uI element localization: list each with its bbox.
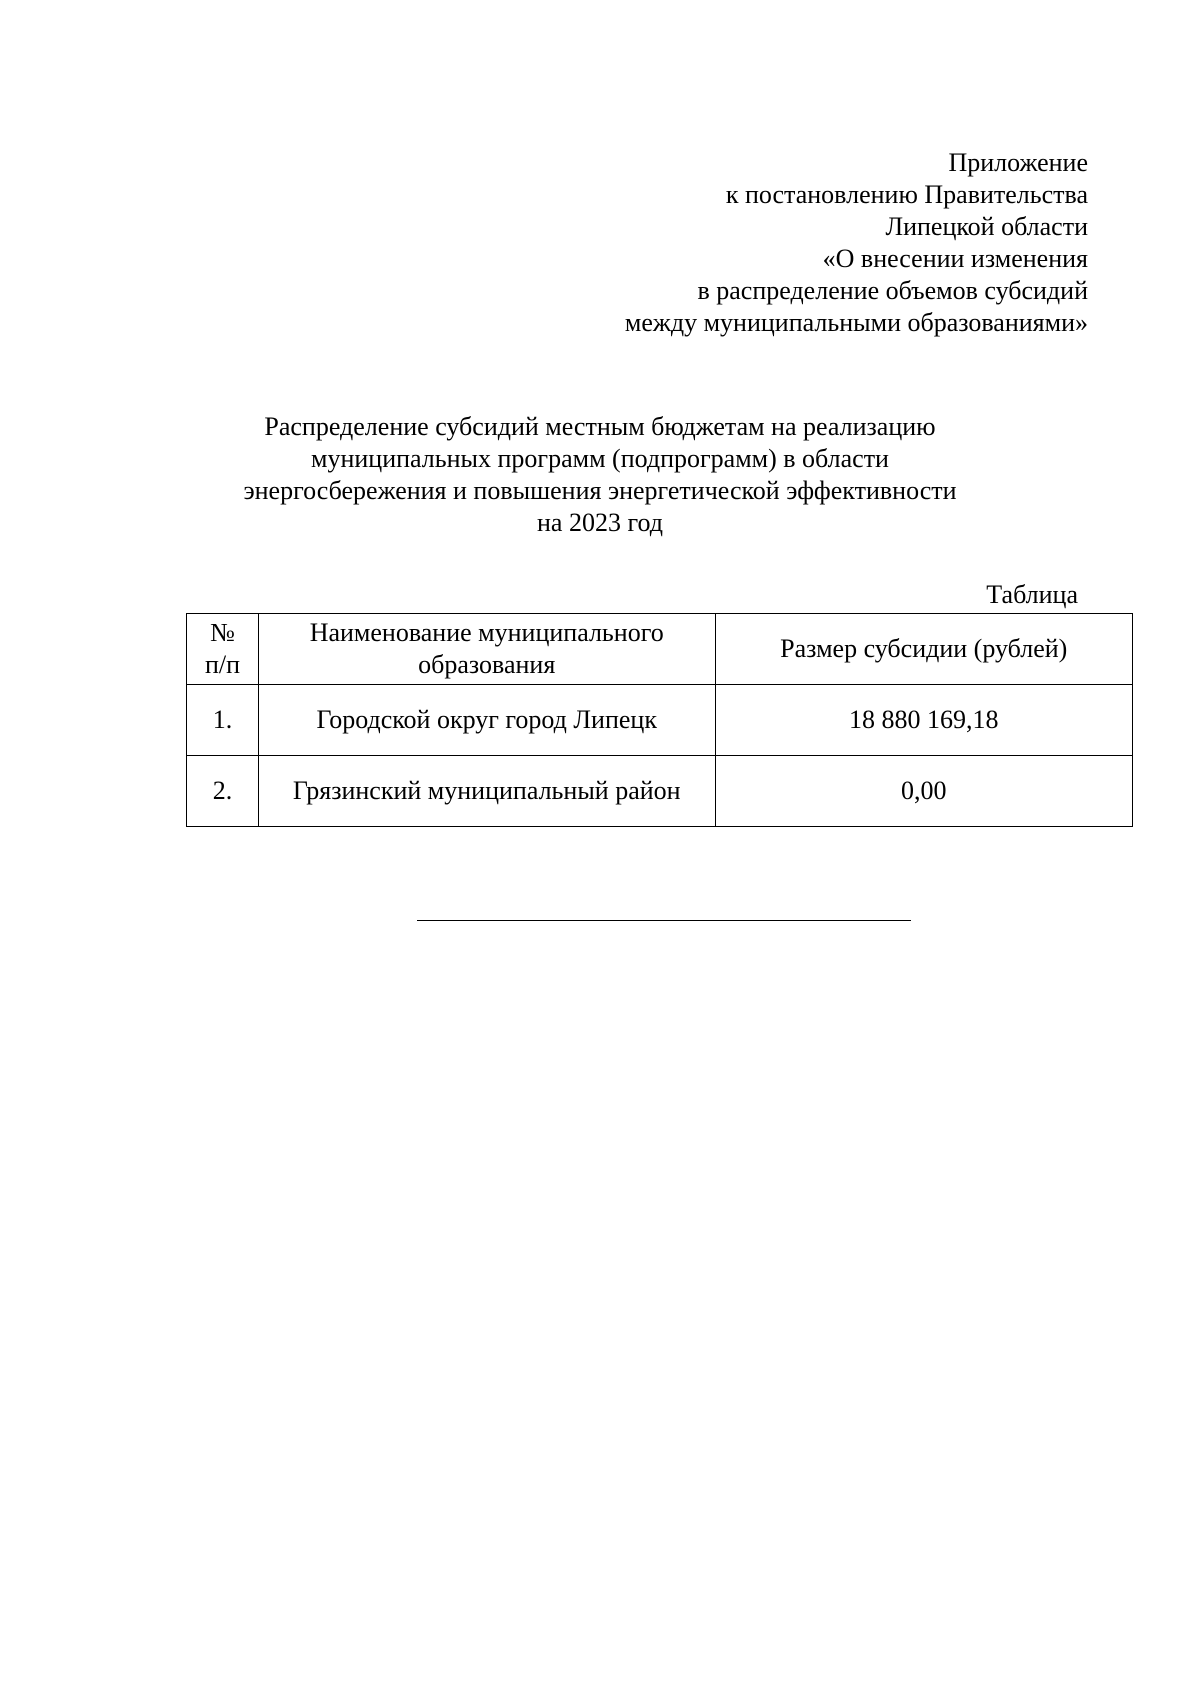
header-subsidy-amount: Размер субсидии (рублей) bbox=[715, 614, 1133, 685]
table-caption: Таблица bbox=[986, 580, 1078, 609]
document-title bbox=[195, 411, 1005, 539]
closing-divider-line bbox=[417, 920, 911, 921]
header-number-line2: п/п bbox=[204, 650, 240, 679]
appendix-block bbox=[625, 147, 1088, 339]
row-number: 2. bbox=[187, 756, 259, 827]
table-header-row bbox=[187, 614, 1133, 685]
header-name-line1: Наименование муниципального bbox=[309, 618, 664, 647]
row-subsidy-amount: 18 880 169,18 bbox=[715, 685, 1133, 756]
appendix-line: между муниципальными образованиями» bbox=[624, 308, 1088, 337]
header-name-line2: образования bbox=[418, 650, 556, 679]
appendix-line: в распределение объемов субсидий bbox=[697, 276, 1088, 305]
appendix-line: Приложение bbox=[948, 148, 1088, 177]
table-row bbox=[187, 756, 1133, 827]
appendix-line: Липецкой области bbox=[885, 212, 1088, 241]
title-line: муниципальных программ (подпрограмм) в области bbox=[311, 444, 889, 473]
table-row bbox=[187, 685, 1133, 756]
title-line: на 2023 год bbox=[537, 508, 663, 537]
header-number-line1: № bbox=[210, 618, 235, 647]
row-subsidy-amount: 0,00 bbox=[715, 756, 1133, 827]
row-municipality-name: Городской округ город Липецк bbox=[258, 685, 715, 756]
title-line: энергосбережения и повышения энергетической эффективности bbox=[243, 476, 957, 505]
title-line: Распределение субсидий местным бюджетам на реализацию bbox=[264, 412, 936, 441]
appendix-line: к постановлению Правительства bbox=[725, 180, 1088, 209]
row-number: 1. bbox=[187, 685, 259, 756]
header-municipality-name bbox=[258, 614, 715, 685]
appendix-line: «О внесении изменения bbox=[822, 244, 1088, 273]
subsidy-table bbox=[186, 613, 1133, 827]
row-municipality-name: Грязинский муниципальный район bbox=[258, 756, 715, 827]
header-number bbox=[187, 614, 259, 685]
